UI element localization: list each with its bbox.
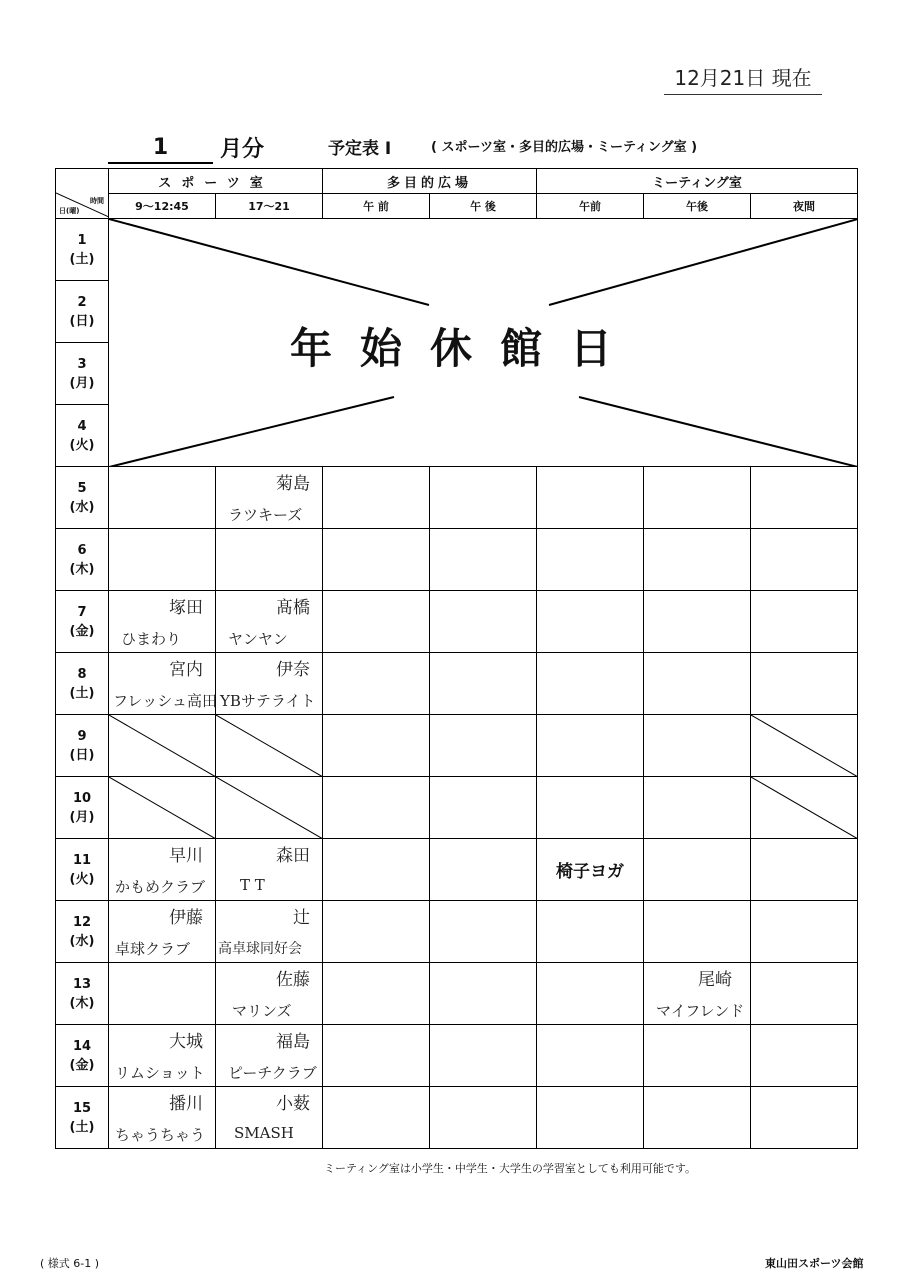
corner-cell — [56, 169, 109, 219]
closure-label: 年始休館日 — [290, 324, 641, 373]
slot-cell[interactable]: ピーチクラブ 福島 — [216, 1025, 323, 1087]
slot-cell[interactable] — [644, 467, 751, 529]
slot-cell[interactable]: リムショット 大城 — [109, 1025, 216, 1087]
as-of-date: 12月21日 現在 — [664, 64, 822, 95]
slot-cell[interactable] — [537, 777, 644, 839]
slot-cell[interactable] — [323, 1025, 430, 1087]
slot-cell[interactable] — [109, 529, 216, 591]
slot-cell[interactable]: かもめクラブ 早川 — [109, 839, 216, 901]
slot-cell[interactable] — [751, 591, 858, 653]
unavailable-slot — [216, 777, 323, 839]
corner-time-label: 時間 — [90, 197, 104, 205]
slot-cell[interactable] — [537, 901, 644, 963]
slot-cell[interactable] — [430, 777, 537, 839]
day-cell-13: 13 (木) — [56, 963, 109, 1025]
day-cell-8: 8 (土) — [56, 653, 109, 715]
slot-cell[interactable]: 卓球クラブ 伊藤 — [109, 901, 216, 963]
slot-cell[interactable] — [430, 839, 537, 901]
corner-day-label: 日(曜) — [59, 207, 80, 215]
day-cell-3: 3 (月) — [56, 343, 109, 405]
slot-cell[interactable]: フレッシュ高田 宮内 — [109, 653, 216, 715]
month-suffix: 月分 — [220, 137, 265, 162]
slot-cell[interactable] — [537, 467, 644, 529]
day-cell-14: 14 (金) — [56, 1025, 109, 1087]
slot-cell[interactable] — [323, 591, 430, 653]
day-cell-10: 10 (月) — [56, 777, 109, 839]
slot-cell[interactable] — [430, 1025, 537, 1087]
day-cell-6: 6 (木) — [56, 529, 109, 591]
slot-cell[interactable] — [323, 963, 430, 1025]
slot-cell[interactable] — [644, 1087, 751, 1149]
slot-cell[interactable]: 高卓球同好会 辻 — [216, 901, 323, 963]
slot-cell[interactable]: ヤンヤン 髙橋 — [216, 591, 323, 653]
slot-cell[interactable] — [537, 963, 644, 1025]
group-header-plaza: 多目的広場 — [323, 169, 537, 194]
slot-cell[interactable] — [644, 715, 751, 777]
slot-cell[interactable] — [644, 591, 751, 653]
unavailable-slot — [751, 777, 858, 839]
form-number: ( 様式 6-1 ) — [40, 1257, 100, 1270]
slot-cell[interactable] — [644, 653, 751, 715]
slot-cell[interactable] — [751, 467, 858, 529]
slot-cell[interactable] — [644, 529, 751, 591]
slot-cell[interactable] — [430, 591, 537, 653]
slot-cell[interactable] — [323, 529, 430, 591]
day-cell-9: 9 (日) — [56, 715, 109, 777]
slot-cell[interactable] — [430, 529, 537, 591]
slot-cell[interactable]: マイフレンド 尾崎 — [644, 963, 751, 1025]
slot-cell[interactable] — [537, 839, 644, 901]
slot-cell[interactable] — [323, 653, 430, 715]
slot-cell[interactable] — [430, 715, 537, 777]
slot-cell[interactable] — [323, 839, 430, 901]
slot-cell[interactable] — [644, 901, 751, 963]
meeting-room-note: ミーティング室は小学生・中学生・大学生の学習室としても利用可能です。 — [324, 1162, 697, 1175]
slot-cell[interactable]: YBサテライト 伊奈 — [216, 653, 323, 715]
slot-cell[interactable] — [216, 529, 323, 591]
slot-cell[interactable] — [751, 529, 858, 591]
slot-cell[interactable] — [537, 1025, 644, 1087]
slot-cell[interactable] — [430, 963, 537, 1025]
slot-cell[interactable] — [430, 901, 537, 963]
slot-cell[interactable] — [537, 653, 644, 715]
slot-cell[interactable]: ちゃうちゃう 播川 — [109, 1087, 216, 1149]
day-cell-5: 5 (水) — [56, 467, 109, 529]
slot-cell[interactable]: ラツキーズ 菊島 — [216, 467, 323, 529]
slot-cell[interactable] — [644, 777, 751, 839]
slot-cell[interactable] — [751, 1025, 858, 1087]
unavailable-slot — [109, 777, 216, 839]
group-header-sports: スポーツ室 — [109, 169, 323, 194]
slot-cell[interactable] — [323, 715, 430, 777]
schedule-title: 予定表 Ⅰ — [328, 139, 392, 159]
slot-cell[interactable] — [430, 1087, 537, 1149]
day-cell-4: 4 (火) — [56, 405, 109, 467]
slot-cell[interactable] — [323, 1087, 430, 1149]
slot-cell[interactable] — [323, 777, 430, 839]
day-cell-2: 2 (日) — [56, 281, 109, 343]
subheader-sport-evening: 17～21 — [216, 194, 323, 219]
unavailable-slot — [109, 715, 216, 777]
month-number: 1 — [108, 136, 213, 164]
slot-cell[interactable] — [537, 591, 644, 653]
slot-cell[interactable]: ひまわり 塚田 — [109, 591, 216, 653]
subheader-meeting-pm: 午後 — [644, 194, 751, 219]
day-cell-11: 11 (火) — [56, 839, 109, 901]
slot-cell[interactable] — [109, 963, 216, 1025]
slot-cell[interactable] — [430, 467, 537, 529]
day-cell-15: 15 (土) — [56, 1087, 109, 1149]
slot-cell[interactable]: SMASH 小薮 — [216, 1087, 323, 1149]
subheader-sport-morning: 9～12:45 — [109, 194, 216, 219]
day-cell-12: 12 (水) — [56, 901, 109, 963]
slot-cell[interactable] — [323, 901, 430, 963]
subheader-plaza-am: 午 前 — [323, 194, 430, 219]
slot-cell[interactable] — [323, 467, 430, 529]
slot-cell[interactable]: T T 森田 — [216, 839, 323, 901]
schedule-subtitle: ( スポーツ室・多目的広場・ミーティング室 ) — [431, 140, 698, 155]
printed-reservation: 椅子ヨガ — [556, 862, 624, 882]
slot-cell[interactable] — [537, 529, 644, 591]
slot-cell[interactable] — [751, 963, 858, 1025]
slot-cell[interactable] — [751, 839, 858, 901]
unavailable-slot — [216, 715, 323, 777]
slot-cell[interactable]: マリンズ 佐藤 — [216, 963, 323, 1025]
slot-cell[interactable] — [537, 1087, 644, 1149]
slot-cell[interactable] — [537, 715, 644, 777]
slot-cell[interactable] — [751, 901, 858, 963]
subheader-plaza-pm: 午 後 — [430, 194, 537, 219]
day-cell-1: 1 (土) — [56, 219, 109, 281]
day-cell-7: 7 (金) — [56, 591, 109, 653]
facility-name: 東山田スポーツ会館 — [765, 1257, 864, 1270]
slot-cell[interactable] — [109, 467, 216, 529]
slot-cell[interactable] — [644, 1025, 751, 1087]
subheader-meeting-am: 午前 — [537, 194, 644, 219]
slot-cell[interactable] — [751, 653, 858, 715]
group-header-meeting: ミーティング室 — [537, 169, 858, 194]
unavailable-slot — [751, 715, 858, 777]
slot-cell[interactable] — [430, 653, 537, 715]
subheader-meeting-night: 夜間 — [751, 194, 858, 219]
slot-cell[interactable] — [751, 1087, 858, 1149]
slot-cell[interactable] — [644, 839, 751, 901]
